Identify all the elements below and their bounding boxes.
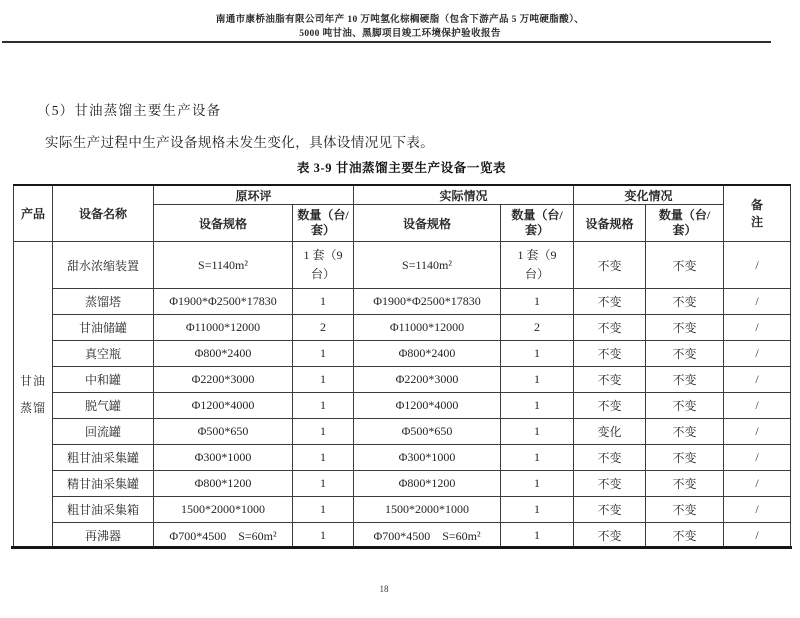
report-header-line2: 5000 吨甘油、黑脚项目竣工环境保护验收报告 xyxy=(299,29,501,39)
cell-equipment-name-text: 再沸器 xyxy=(84,529,121,543)
cell-equipment-name xyxy=(53,445,154,471)
cell-qty-change xyxy=(646,315,724,341)
table-row xyxy=(14,289,791,315)
cell-spec-change xyxy=(574,523,646,549)
cell-equipment-name-text: 甘油储罐 xyxy=(78,321,127,335)
cell-note-text: / xyxy=(755,450,759,464)
cell-spec-original-text: 1500*2000*1000 xyxy=(181,502,265,516)
cell-equipment-name xyxy=(53,315,154,341)
cell-qty-change-text: 不变 xyxy=(672,321,697,335)
cell-qty-original xyxy=(293,367,354,393)
cell-qty-actual-text: 1 xyxy=(534,346,541,360)
cell-equipment-name xyxy=(53,242,154,289)
equipment-table-body xyxy=(14,242,791,549)
col-header-spec-change: 设备规格 xyxy=(574,205,646,242)
header-row-groups xyxy=(14,185,791,205)
cell-spec-change-text: 不变 xyxy=(597,295,622,309)
cell-note-text: / xyxy=(755,320,759,334)
cell-qty-original xyxy=(293,341,354,367)
cell-qty-actual-text: 1 xyxy=(534,372,541,386)
col-header-qty-actual-text: 数量（台/套） xyxy=(511,208,563,237)
cell-note-text: / xyxy=(755,424,759,438)
cell-spec-original xyxy=(154,523,293,549)
cell-spec-original xyxy=(154,419,293,445)
cell-qty-change xyxy=(646,367,724,393)
cell-note-text: / xyxy=(755,257,759,272)
header-divider xyxy=(2,41,771,43)
cell-qty-change-text: 不变 xyxy=(672,477,697,491)
table-title: 表 3-9 甘油蒸馏主要生产设备一览表 xyxy=(296,161,507,175)
cell-qty-actual xyxy=(501,497,574,523)
cell-spec-original-text: Φ800*2400 xyxy=(194,346,252,360)
cell-spec-change xyxy=(574,393,646,419)
cell-spec-actual-text: 1500*2000*1000 xyxy=(385,502,470,516)
cell-equipment-name xyxy=(53,341,154,367)
cell-spec-original xyxy=(154,445,293,471)
cell-qty-change xyxy=(646,471,724,497)
page-number: 18 xyxy=(379,584,389,594)
cell-qty-original-text: 1 xyxy=(320,424,326,438)
cell-spec-actual xyxy=(354,315,501,341)
cell-qty-change xyxy=(646,419,724,445)
cell-qty-actual-text: 1 xyxy=(534,450,541,464)
cell-spec-change xyxy=(574,341,646,367)
cell-note xyxy=(724,289,791,315)
cell-qty-actual-text: 1 xyxy=(534,424,541,438)
cell-note-text: / xyxy=(755,476,759,490)
col-header-note xyxy=(724,185,791,242)
cell-note-text: / xyxy=(755,372,759,386)
col-header-qty-original xyxy=(293,205,354,242)
cell-spec-actual xyxy=(354,341,501,367)
cell-qty-change xyxy=(646,393,724,419)
cell-spec-original-text: Φ500*650 xyxy=(197,424,249,438)
cell-equipment-name-text: 真空瓶 xyxy=(84,347,121,361)
cell-qty-original-text: 1 xyxy=(320,502,326,516)
cell-equipment-name-text: 回流罐 xyxy=(84,425,121,439)
cell-qty-original-text: 1 xyxy=(320,372,326,386)
table-row xyxy=(14,367,791,393)
table-row xyxy=(14,315,791,341)
cell-note-text: / xyxy=(755,294,759,308)
cell-spec-original xyxy=(154,497,293,523)
cell-qty-original-text: 1 xyxy=(320,346,326,360)
cell-qty-actual-text: 1 xyxy=(534,502,541,516)
col-group-change: 变化情况 xyxy=(574,185,724,205)
cell-spec-actual xyxy=(354,497,501,523)
cell-spec-change xyxy=(574,242,646,289)
col-header-spec-actual: 设备规格 xyxy=(354,205,501,242)
cell-qty-change xyxy=(646,523,724,549)
cell-spec-original xyxy=(154,341,293,367)
cell-equipment-name xyxy=(53,523,154,549)
cell-qty-change-text: 不变 xyxy=(672,295,697,309)
cell-qty-original-text: 1 xyxy=(320,476,326,490)
cell-qty-actual xyxy=(501,393,574,419)
cell-qty-actual xyxy=(501,242,574,289)
equipment-table xyxy=(13,184,791,549)
cell-spec-change-text: 不变 xyxy=(597,373,622,387)
cell-spec-original-text: Φ2200*3000 xyxy=(191,372,255,386)
cell-spec-original-text: Φ300*1000 xyxy=(194,450,252,464)
cell-note xyxy=(724,393,791,419)
cell-qty-change-text: 不变 xyxy=(672,399,697,413)
cell-qty-actual-text: 1 套（9 台） xyxy=(517,248,557,281)
cell-qty-original xyxy=(293,445,354,471)
cell-note xyxy=(724,242,791,289)
cell-spec-change-text: 不变 xyxy=(597,399,622,413)
cell-qty-actual-text: 1 xyxy=(534,294,541,308)
cell-qty-original xyxy=(293,471,354,497)
col-header-note-text: 备注 xyxy=(751,197,764,229)
cell-qty-original-text: 1 套（9 台） xyxy=(303,248,343,281)
cell-spec-original-text: Φ700*4500 S=60m² xyxy=(169,529,277,543)
cell-note-text: / xyxy=(755,528,759,542)
cell-spec-original-text: Φ800*1200 xyxy=(194,476,252,490)
cell-qty-original-text: 1 xyxy=(320,450,326,464)
table-row xyxy=(14,471,791,497)
cell-qty-original xyxy=(293,242,354,289)
cell-qty-original xyxy=(293,393,354,419)
cell-product-group xyxy=(14,242,53,549)
cell-note xyxy=(724,315,791,341)
cell-spec-change-text: 不变 xyxy=(597,529,622,543)
cell-equipment-name xyxy=(53,419,154,445)
cell-qty-original xyxy=(293,523,354,549)
product-line: 蒸馏 xyxy=(19,401,46,415)
section-heading: （5）甘油蒸馏主要生产设备 xyxy=(37,103,222,118)
cell-spec-original xyxy=(154,242,293,289)
table-row xyxy=(14,445,791,471)
cell-spec-actual-text: Φ2200*3000 xyxy=(395,372,459,386)
report-header xyxy=(0,13,800,41)
cell-qty-original-text: 2 xyxy=(320,320,326,334)
cell-equipment-name-text: 粗甘油采集箱 xyxy=(66,503,139,517)
cell-spec-original xyxy=(154,289,293,315)
cell-qty-change xyxy=(646,242,724,289)
cell-note xyxy=(724,471,791,497)
cell-qty-change-text: 不变 xyxy=(672,258,697,273)
col-group-original-eia: 原环评 xyxy=(154,185,354,205)
cell-qty-actual xyxy=(501,341,574,367)
table-bottom-border xyxy=(11,546,792,549)
cell-note xyxy=(724,341,791,367)
cell-equipment-name-text: 脱气罐 xyxy=(84,399,121,413)
cell-equipment-name xyxy=(53,497,154,523)
cell-equipment-name-text: 甜水浓缩装置 xyxy=(66,258,139,273)
cell-spec-change xyxy=(574,445,646,471)
cell-spec-change-text: 不变 xyxy=(597,477,622,491)
cell-spec-actual-text: Φ700*4500 S=60m² xyxy=(373,529,481,543)
cell-spec-actual-text: Φ1200*4000 xyxy=(395,398,459,412)
cell-spec-change-text: 不变 xyxy=(597,451,622,465)
cell-spec-original-text: Φ1200*4000 xyxy=(191,398,255,412)
cell-spec-original xyxy=(154,471,293,497)
cell-spec-actual xyxy=(354,523,501,549)
cell-qty-actual xyxy=(501,523,574,549)
cell-equipment-name-text: 蒸馏塔 xyxy=(84,295,121,309)
cell-qty-change xyxy=(646,445,724,471)
cell-qty-change-text: 不变 xyxy=(672,373,697,387)
cell-equipment-name xyxy=(53,393,154,419)
cell-spec-original xyxy=(154,393,293,419)
cell-spec-original-text: Φ11000*12000 xyxy=(185,320,261,334)
cell-spec-actual-text: Φ800*1200 xyxy=(398,476,456,490)
col-header-product: 产品 xyxy=(14,185,53,242)
col-header-spec-original: 设备规格 xyxy=(154,205,293,242)
cell-note xyxy=(724,445,791,471)
cell-equipment-name-text: 精甘油采集罐 xyxy=(66,477,139,491)
cell-spec-original-text: S=1140m² xyxy=(198,257,248,272)
cell-qty-change-text: 不变 xyxy=(672,529,697,543)
cell-spec-change xyxy=(574,367,646,393)
cell-qty-change-text: 不变 xyxy=(672,451,697,465)
cell-qty-actual-text: 1 xyxy=(534,398,541,412)
table-row xyxy=(14,497,791,523)
cell-spec-original xyxy=(154,367,293,393)
cell-note-text: / xyxy=(755,502,759,516)
cell-qty-change xyxy=(646,497,724,523)
cell-spec-original-text: Φ1900*Φ2500*17830 xyxy=(169,294,277,308)
cell-equipment-name xyxy=(53,471,154,497)
cell-qty-original-text: 1 xyxy=(320,398,326,412)
cell-qty-original-text: 1 xyxy=(320,528,326,542)
cell-spec-change xyxy=(574,471,646,497)
cell-spec-actual-text: S=1140m² xyxy=(402,257,452,272)
cell-qty-actual-text: 1 xyxy=(534,528,541,542)
cell-spec-original xyxy=(154,315,293,341)
section-paragraph: 实际生产过程中生产设备规格未发生变化，具体设情况见下表。 xyxy=(45,135,435,150)
cell-qty-original xyxy=(293,497,354,523)
cell-note-text: / xyxy=(755,346,759,360)
table-row xyxy=(14,419,791,445)
table-row xyxy=(14,523,791,549)
cell-qty-actual xyxy=(501,289,574,315)
cell-qty-change-text: 不变 xyxy=(672,347,697,361)
col-header-qty-actual xyxy=(501,205,574,242)
cell-qty-actual xyxy=(501,367,574,393)
cell-equipment-name-text: 中和罐 xyxy=(84,373,121,387)
cell-note-text: / xyxy=(755,398,759,412)
cell-qty-change xyxy=(646,289,724,315)
report-header-line1: 南通市康桥油脂有限公司年产 10 万吨氢化棕榈硬脂（包含下游产品 5 万吨硬脂酸）、 xyxy=(215,15,585,25)
equipment-table-head xyxy=(14,185,791,242)
cell-qty-actual-text: 2 xyxy=(534,320,541,334)
cell-spec-actual xyxy=(354,393,501,419)
cell-qty-actual xyxy=(501,471,574,497)
cell-spec-actual xyxy=(354,445,501,471)
cell-spec-actual xyxy=(354,471,501,497)
cell-note xyxy=(724,523,791,549)
col-header-qty-change xyxy=(646,205,724,242)
table-row xyxy=(14,341,791,367)
table-row xyxy=(14,393,791,419)
table-row xyxy=(14,242,791,289)
cell-spec-change-text: 不变 xyxy=(597,321,622,335)
cell-spec-change-text: 不变 xyxy=(597,503,622,517)
cell-note xyxy=(724,367,791,393)
cell-spec-change-text: 变化 xyxy=(597,425,622,439)
cell-spec-change-text: 不变 xyxy=(597,258,622,273)
cell-spec-actual-text: Φ300*1000 xyxy=(398,450,456,464)
col-header-qty-change-text: 数量（台/套） xyxy=(658,208,711,237)
cell-spec-actual xyxy=(354,289,501,315)
cell-equipment-name xyxy=(53,289,154,315)
product-line: 甘油 xyxy=(19,374,46,388)
cell-equipment-name xyxy=(53,367,154,393)
cell-qty-change-text: 不变 xyxy=(672,503,697,517)
cell-spec-actual-text: Φ500*650 xyxy=(401,424,453,438)
cell-qty-original xyxy=(293,419,354,445)
cell-qty-original xyxy=(293,289,354,315)
cell-spec-actual xyxy=(354,419,501,445)
cell-spec-change xyxy=(574,289,646,315)
cell-qty-change xyxy=(646,341,724,367)
col-header-qty-original-text: 数量（台/套） xyxy=(297,208,349,237)
cell-spec-actual-text: Φ1900*Φ2500*17830 xyxy=(373,294,481,308)
cell-qty-actual xyxy=(501,315,574,341)
cell-spec-actual xyxy=(354,242,501,289)
cell-equipment-name-text: 粗甘油采集罐 xyxy=(66,451,139,465)
cell-qty-original-text: 1 xyxy=(320,294,326,308)
cell-qty-actual xyxy=(501,445,574,471)
col-header-equipment-name: 设备名称 xyxy=(53,185,154,242)
cell-qty-original xyxy=(293,315,354,341)
cell-spec-actual xyxy=(354,367,501,393)
cell-spec-change xyxy=(574,497,646,523)
cell-spec-change xyxy=(574,315,646,341)
cell-spec-actual-text: Φ11000*12000 xyxy=(389,320,465,334)
cell-spec-actual-text: Φ800*2400 xyxy=(398,346,456,360)
cell-spec-change-text: 不变 xyxy=(597,347,622,361)
cell-qty-actual-text: 1 xyxy=(534,476,541,490)
cell-qty-actual xyxy=(501,419,574,445)
cell-spec-change xyxy=(574,419,646,445)
col-group-actual: 实际情况 xyxy=(354,185,574,205)
cell-qty-change-text: 不变 xyxy=(672,425,697,439)
cell-note xyxy=(724,497,791,523)
cell-note xyxy=(724,419,791,445)
